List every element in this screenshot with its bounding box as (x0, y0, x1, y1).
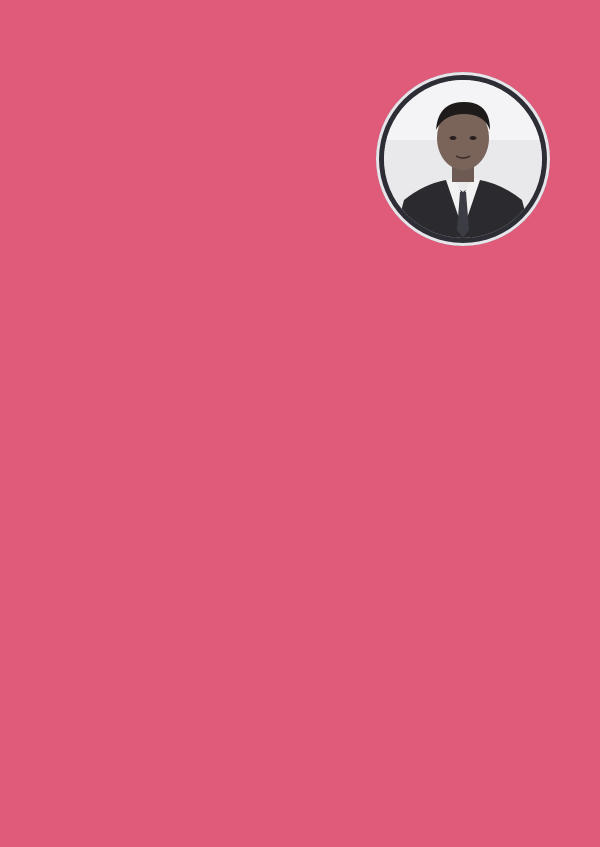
top-pattern-band (0, 0, 600, 82)
afrikaans-column (35, 208, 287, 222)
portrait-photo (384, 80, 542, 238)
dutch-column (313, 225, 569, 267)
dutch-paragraph-2 (313, 239, 569, 253)
bottom-pattern-band (0, 738, 600, 847)
